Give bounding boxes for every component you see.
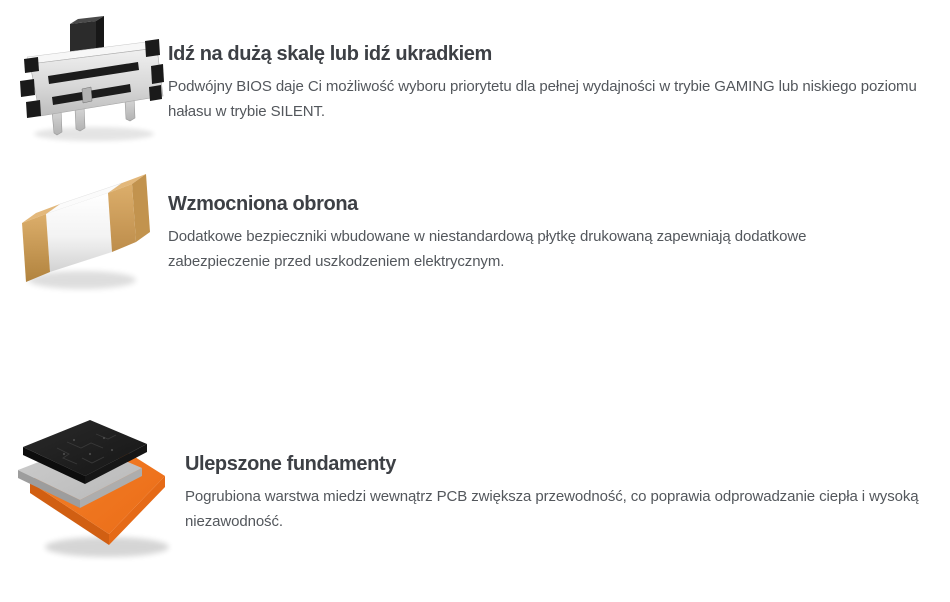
feature-title-dual-bios: Idź na dużą skalę lub idź ukradkiem (168, 43, 492, 65)
pcb-layers-icon (12, 414, 177, 566)
feature-title-fuse-protection: Wzmocniona obrona (168, 193, 358, 215)
feature-title-pcb-foundation: Ulepszone fundamenty (185, 453, 396, 475)
feature-description-pcb-foundation: Pogrubiona warstwa miedzi wewnątrz PCB zwiększa przewodność, co poprawia odprowadzanie ciepła i wysoką niezawodność. (185, 488, 919, 530)
feature-description-dual-bios: Podwójny BIOS daje Ci możliwość wyboru priorytetu dla pełnej wydajności w trybie GAMING lub niskiego poziomu hałasu w trybie SILENT. (168, 78, 917, 120)
feature-text-dual-bios (168, 42, 920, 124)
feature-text-pcb-foundation (185, 452, 920, 534)
smd-fuse-icon (12, 166, 152, 298)
feature-text-fuse-protection (168, 192, 908, 274)
dip-switch-icon (14, 5, 164, 145)
feature-description-fuse-protection: Dodatkowe bezpieczniki wbudowane w niestandardową płytkę drukowaną zapewniają dodatkowe zabezpieczenie przed uszkodzeniem elektrycznym. (168, 228, 807, 270)
